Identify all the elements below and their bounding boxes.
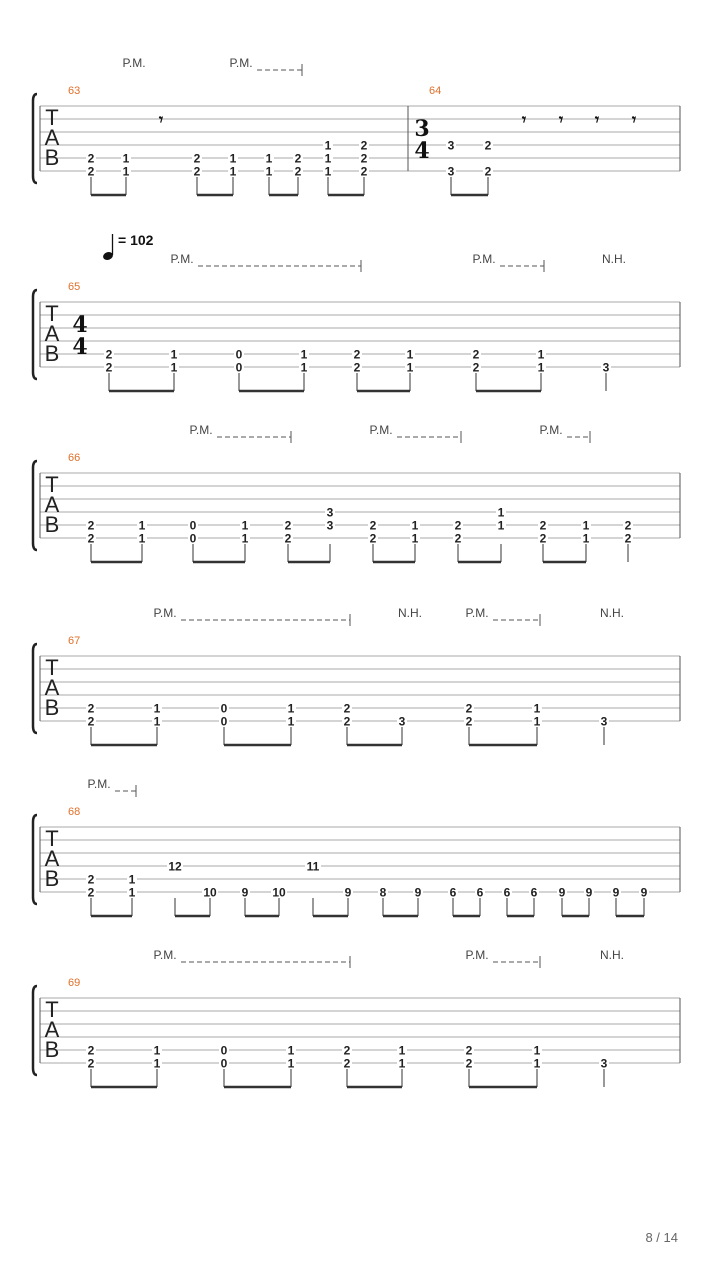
tab-clef-letter: A: [44, 321, 60, 346]
fret-number: 1: [582, 518, 590, 533]
measure-number: 64: [429, 85, 442, 97]
measure-number: 68: [68, 806, 81, 818]
palm-mute-label: P.M.: [153, 606, 177, 620]
fret-number: 1: [153, 714, 161, 729]
fret-number: 1: [153, 1043, 161, 1058]
fret-number: 1: [287, 701, 295, 716]
time-signature-digit: 4: [414, 138, 430, 164]
fret-number: 12: [168, 859, 182, 874]
fret-number: 1: [153, 701, 161, 716]
fret-number: 1: [533, 701, 541, 716]
fret-number: 2: [87, 518, 95, 533]
fret-number: 9: [241, 885, 249, 900]
fret-number: 0: [220, 1056, 228, 1071]
fret-number: 1: [265, 151, 273, 166]
palm-mute-label: P.M.: [87, 777, 111, 791]
fret-number: 9: [558, 885, 566, 900]
fret-number: 2: [465, 701, 473, 716]
fret-number: 1: [287, 1056, 295, 1071]
fret-number: 0: [189, 518, 197, 533]
fret-number: 2: [87, 531, 95, 546]
tab-clef-letter: T: [45, 655, 59, 680]
fret-number: 1: [287, 714, 295, 729]
fret-number: 2: [484, 164, 492, 179]
tab-clef-letter: A: [44, 1017, 60, 1042]
fret-number: 2: [87, 164, 95, 179]
fret-number: 2: [87, 1043, 95, 1058]
natural-harmonic-label: N.H.: [602, 252, 626, 266]
system-bracket: [33, 986, 37, 1075]
fret-number: 2: [539, 518, 547, 533]
natural-harmonic-label: N.H.: [398, 606, 422, 620]
fret-number: 1: [533, 714, 541, 729]
palm-mute-label: P.M.: [465, 606, 489, 620]
fret-number: 2: [454, 518, 462, 533]
fret-number: 2: [193, 151, 201, 166]
fret-number: 2: [465, 1043, 473, 1058]
fret-number: 0: [220, 714, 228, 729]
fret-number: 2: [484, 138, 492, 153]
fret-number: 1: [324, 151, 332, 166]
tab-clef-letter: T: [45, 105, 59, 130]
fret-number: 2: [360, 164, 368, 179]
fret-number: 1: [153, 1056, 161, 1071]
fret-number: 9: [344, 885, 352, 900]
system-bracket: [33, 644, 37, 733]
fret-number: 1: [406, 347, 414, 362]
fret-number: 2: [105, 360, 113, 375]
palm-mute-label: P.M.: [539, 423, 563, 437]
eighth-rest: 𝄾: [631, 110, 637, 129]
fret-number: 2: [624, 518, 632, 533]
fret-number: 3: [600, 1056, 608, 1071]
measure-number: 65: [68, 281, 81, 293]
fret-number: 1: [241, 531, 249, 546]
time-signature-digit: 4: [72, 312, 88, 338]
natural-harmonic-label: N.H.: [600, 606, 624, 620]
fret-number: 2: [343, 1056, 351, 1071]
fret-number: 2: [472, 360, 480, 375]
fret-number: 6: [449, 885, 457, 900]
fret-number: 3: [447, 138, 455, 153]
tab-clef-letter: B: [44, 1037, 60, 1062]
fret-number: 2: [284, 531, 292, 546]
system-bracket: [33, 290, 37, 379]
fret-number: 3: [398, 714, 406, 729]
fret-number: 2: [369, 518, 377, 533]
fret-number: 1: [138, 531, 146, 546]
tab-clef-letter: T: [45, 997, 59, 1022]
palm-mute-label: P.M.: [465, 948, 489, 962]
fret-number: 1: [138, 518, 146, 533]
fret-number: 3: [447, 164, 455, 179]
tab-clef-letter: A: [44, 846, 60, 871]
fret-number: 2: [454, 531, 462, 546]
fret-number: 2: [87, 714, 95, 729]
palm-mute-label: P.M.: [122, 56, 146, 70]
fret-number: 2: [343, 714, 351, 729]
fret-number: 1: [300, 347, 308, 362]
fret-number: 1: [537, 347, 545, 362]
fret-number: 1: [265, 164, 273, 179]
fret-number: 2: [369, 531, 377, 546]
fret-number: 2: [465, 714, 473, 729]
fret-number: 1: [497, 505, 505, 520]
fret-number: 1: [406, 360, 414, 375]
fret-number: 1: [128, 885, 136, 900]
fret-number: 2: [353, 347, 361, 362]
time-signature-digit: 3: [414, 116, 430, 142]
fret-number: 2: [284, 518, 292, 533]
fret-number: 2: [353, 360, 361, 375]
eighth-rest: 𝄾: [158, 110, 164, 129]
fret-number: 1: [170, 347, 178, 362]
tab-clef-letter: A: [44, 125, 60, 150]
fret-number: 1: [411, 518, 419, 533]
palm-mute-label: P.M.: [472, 252, 496, 266]
tab-clef-letter: B: [44, 695, 60, 720]
fret-number: 1: [229, 151, 237, 166]
fret-number: 9: [612, 885, 620, 900]
fret-number: 10: [203, 885, 217, 900]
tab-clef-letter: B: [44, 512, 60, 537]
fret-number: 1: [241, 518, 249, 533]
fret-number: 10: [272, 885, 286, 900]
fret-number: 2: [294, 151, 302, 166]
fret-number: 3: [602, 360, 610, 375]
tab-clef-letter: T: [45, 826, 59, 851]
fret-number: 1: [300, 360, 308, 375]
measure-number: 63: [68, 85, 81, 97]
palm-mute-label: P.M.: [369, 423, 393, 437]
natural-harmonic-label: N.H.: [600, 948, 624, 962]
fret-number: 1: [229, 164, 237, 179]
fret-number: 2: [87, 151, 95, 166]
fret-number: 0: [220, 1043, 228, 1058]
fret-number: 1: [398, 1056, 406, 1071]
fret-number: 1: [537, 360, 545, 375]
tempo-value: = 102: [118, 232, 154, 248]
page-indicator: 8 / 14: [645, 1230, 678, 1245]
fret-number: 2: [472, 347, 480, 362]
fret-number: 2: [193, 164, 201, 179]
fret-number: 1: [324, 138, 332, 153]
measure-number: 69: [68, 977, 81, 989]
fret-number: 0: [235, 360, 243, 375]
measure-number: 66: [68, 452, 81, 464]
eighth-rest: 𝄾: [594, 110, 600, 129]
system-bracket: [33, 815, 37, 904]
fret-number: 1: [533, 1056, 541, 1071]
fret-number: 2: [87, 885, 95, 900]
tab-clef-letter: B: [44, 341, 60, 366]
fret-number: 0: [220, 701, 228, 716]
fret-number: 8: [379, 885, 387, 900]
fret-number: 1: [533, 1043, 541, 1058]
measure-number: 67: [68, 635, 81, 647]
fret-number: 2: [87, 1056, 95, 1071]
fret-number: 11: [306, 859, 320, 874]
palm-mute-label: P.M.: [170, 252, 194, 266]
fret-number: 1: [497, 518, 505, 533]
tab-clef-letter: A: [44, 492, 60, 517]
tab-clef-letter: T: [45, 301, 59, 326]
fret-number: 1: [170, 360, 178, 375]
palm-mute-label: P.M.: [189, 423, 213, 437]
fret-number: 2: [294, 164, 302, 179]
fret-number: 2: [360, 138, 368, 153]
fret-number: 9: [585, 885, 593, 900]
fret-number: 2: [343, 701, 351, 716]
system-bracket: [33, 461, 37, 550]
fret-number: 0: [189, 531, 197, 546]
fret-number: 3: [326, 518, 334, 533]
palm-mute-label: P.M.: [229, 56, 253, 70]
fret-number: 1: [398, 1043, 406, 1058]
fret-number: 2: [343, 1043, 351, 1058]
tab-clef-letter: T: [45, 472, 59, 497]
fret-number: 9: [640, 885, 648, 900]
tab-clef-letter: B: [44, 866, 60, 891]
fret-number: 1: [582, 531, 590, 546]
fret-number: 3: [326, 505, 334, 520]
fret-number: 6: [530, 885, 538, 900]
system-bracket: [33, 94, 37, 183]
fret-number: 2: [624, 531, 632, 546]
fret-number: 6: [503, 885, 511, 900]
fret-number: 2: [87, 872, 95, 887]
fret-number: 1: [122, 151, 130, 166]
fret-number: 2: [87, 701, 95, 716]
fret-number: 2: [539, 531, 547, 546]
fret-number: 1: [287, 1043, 295, 1058]
eighth-rest: 𝄾: [521, 110, 527, 129]
fret-number: 6: [476, 885, 484, 900]
time-signature-digit: 4: [72, 334, 88, 360]
fret-number: 1: [324, 164, 332, 179]
tab-clef-letter: B: [44, 145, 60, 170]
fret-number: 2: [360, 151, 368, 166]
tab-clef-letter: A: [44, 675, 60, 700]
fret-number: 2: [465, 1056, 473, 1071]
fret-number: 0: [235, 347, 243, 362]
fret-number: 1: [411, 531, 419, 546]
palm-mute-label: P.M.: [153, 948, 177, 962]
fret-number: 9: [414, 885, 422, 900]
fret-number: 2: [105, 347, 113, 362]
fret-number: 1: [128, 872, 136, 887]
eighth-rest: 𝄾: [558, 110, 564, 129]
fret-number: 3: [600, 714, 608, 729]
fret-number: 1: [122, 164, 130, 179]
